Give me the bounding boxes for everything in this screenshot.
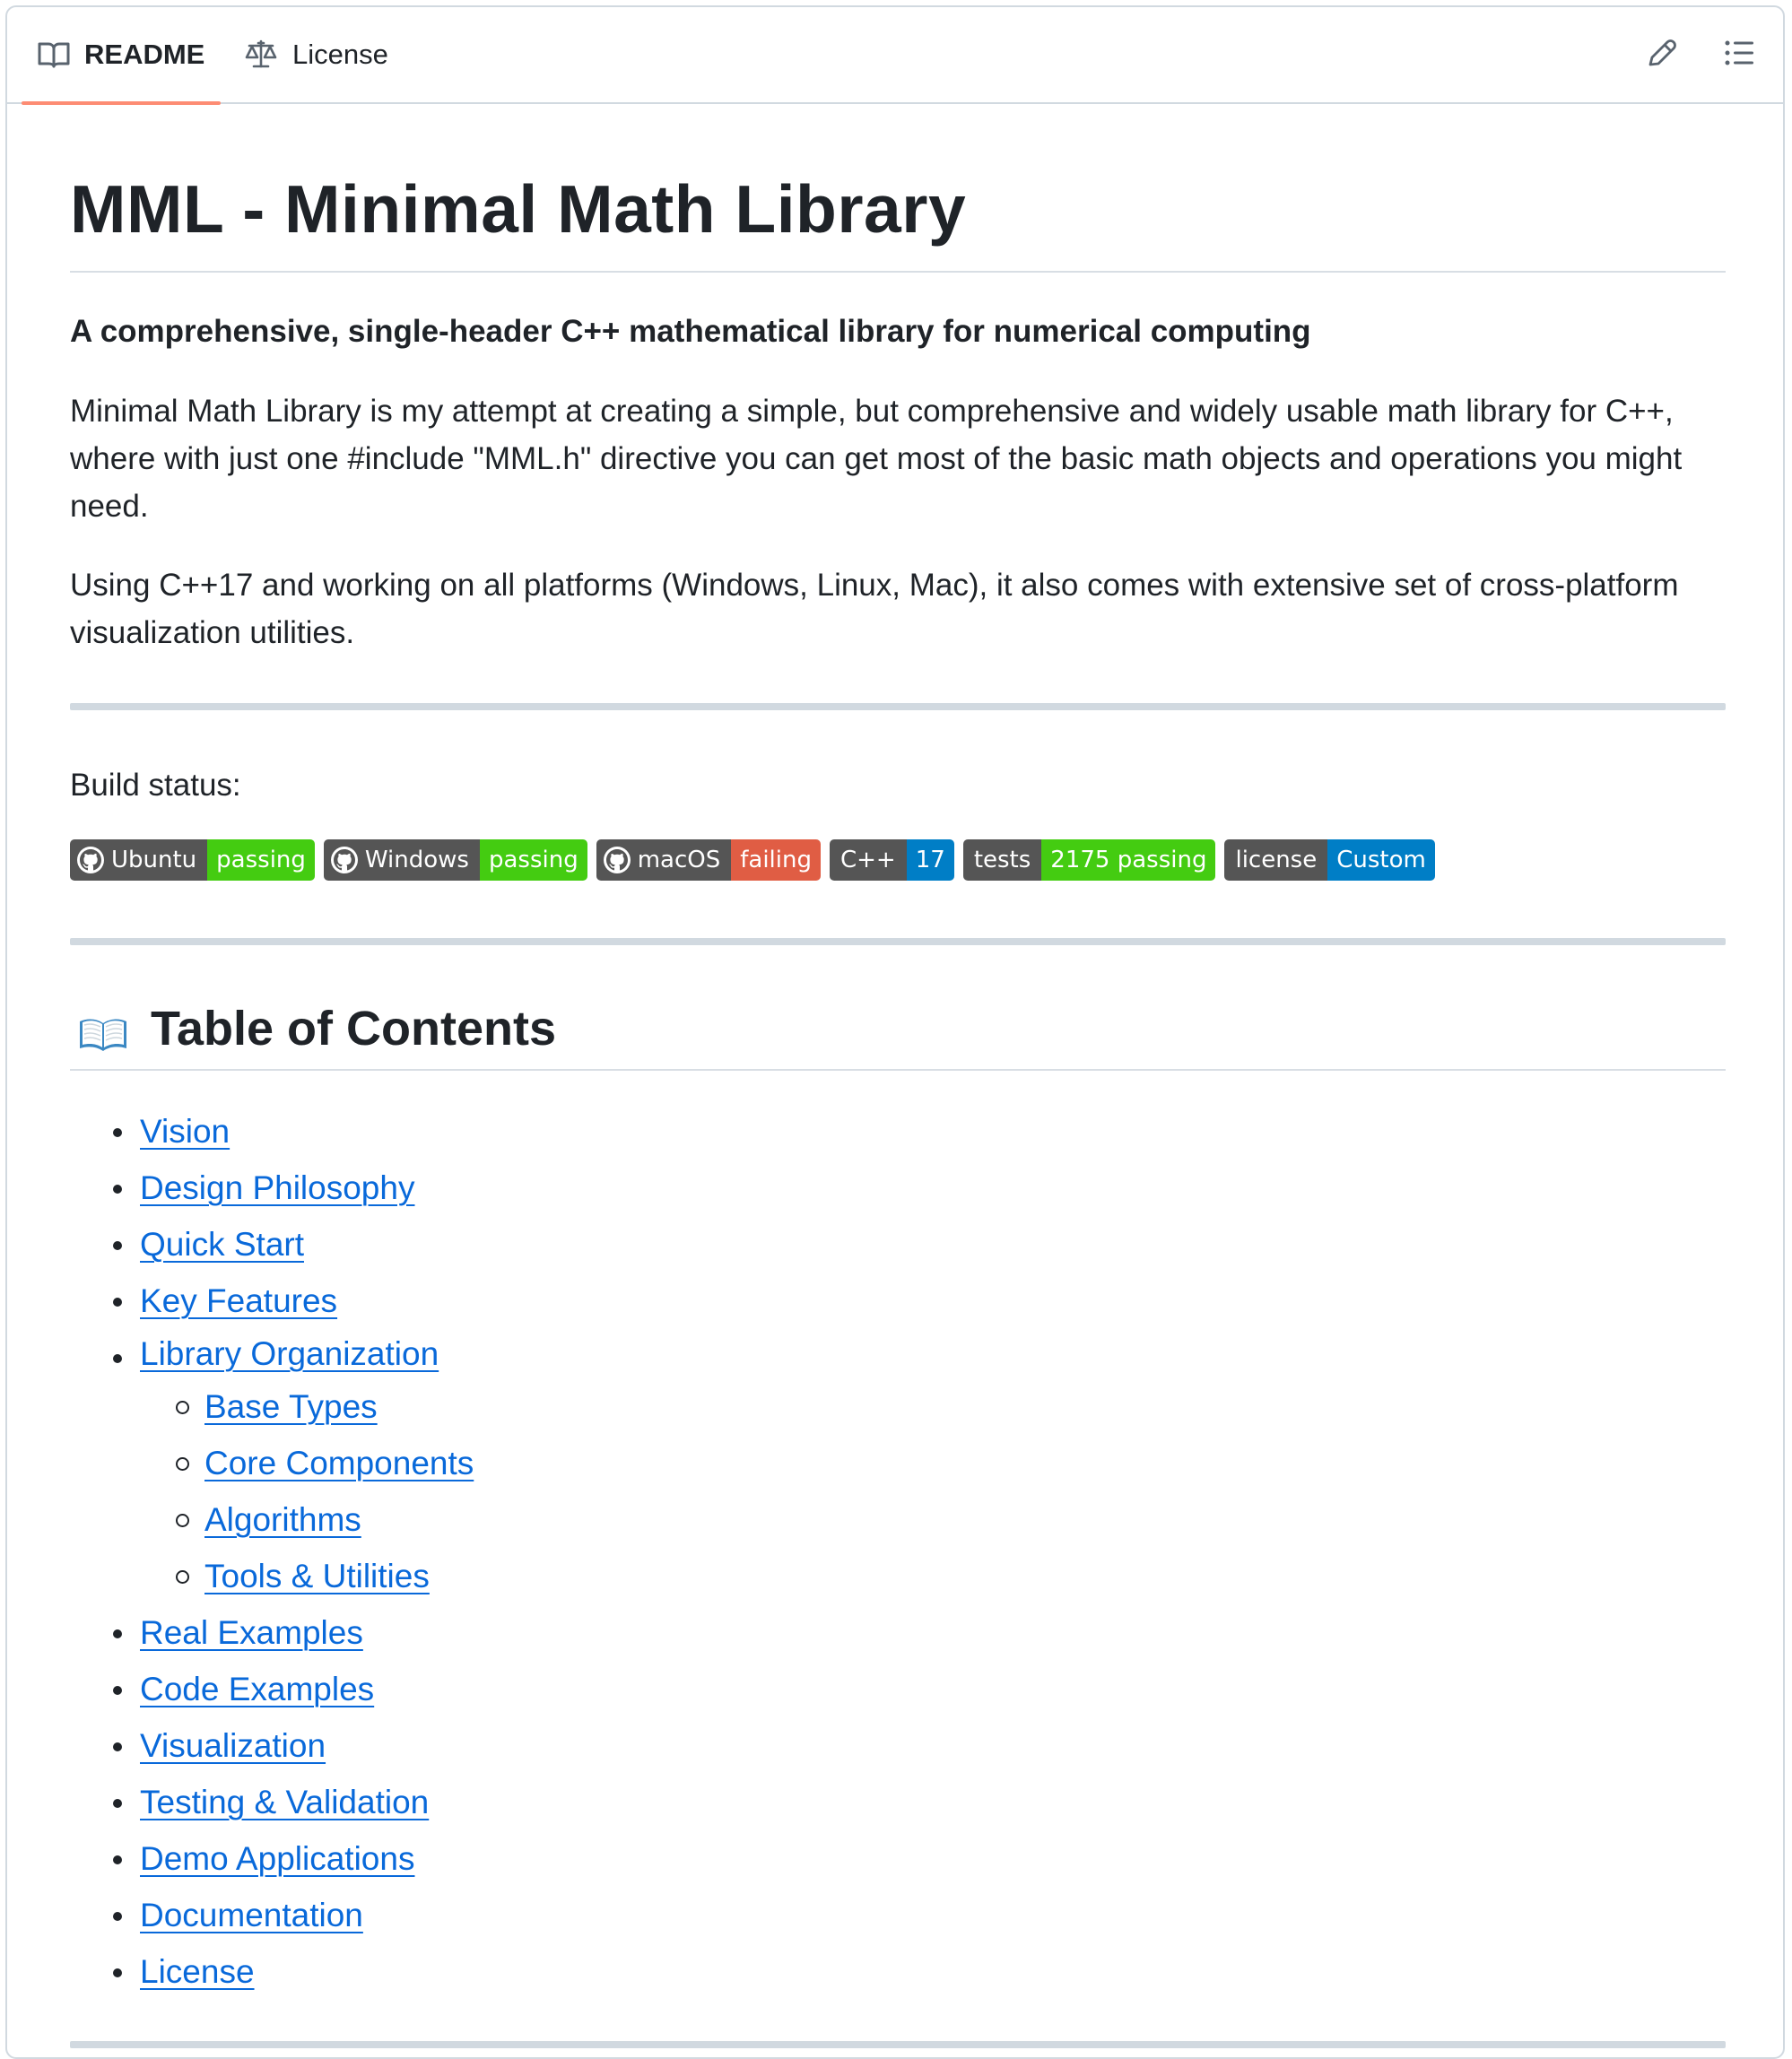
readme-panel: [5, 5, 1785, 2059]
edit-file-button[interactable]: [1641, 34, 1683, 75]
toc-link-testing-validation[interactable]: Testing & Validation: [140, 1784, 430, 1820]
badge-label: Windows: [364, 847, 469, 873]
badge-value: Custom: [1327, 839, 1435, 881]
toc-link-real-examples[interactable]: Real Examples: [140, 1614, 363, 1651]
section-divider: [70, 938, 1726, 945]
toc-link-library-organization[interactable]: Library Organization: [140, 1335, 439, 1372]
build-status-label: Build status:: [70, 768, 241, 803]
github-icon: [604, 847, 631, 873]
toc-link-key-features[interactable]: Key Features: [140, 1282, 338, 1319]
list-item: [70, 1717, 474, 1774]
list-item: [70, 1103, 474, 1160]
list-item: [70, 1548, 474, 1604]
list-item: [70, 1329, 474, 1378]
badge-cpp[interactable]: [830, 839, 954, 881]
pencil-icon: [1647, 38, 1677, 73]
toc-link-design-philosophy[interactable]: Design Philosophy: [140, 1169, 415, 1206]
open-book-icon: [77, 1010, 129, 1047]
tab-license[interactable]: [244, 7, 388, 102]
list-item: [70, 1943, 474, 2000]
list-unordered-icon: [1724, 39, 1754, 71]
toc-link-license[interactable]: License: [140, 1953, 255, 1990]
title-divider: [70, 271, 1726, 273]
badge-value: passing: [480, 839, 587, 881]
active-tab-indicator: [22, 101, 221, 105]
tab-readme-label: README: [84, 39, 205, 70]
badge-label: tests: [963, 839, 1041, 881]
intro-paragraph-1: Minimal Math Library is my attempt at creating a simple, but comprehensive and widely usable math library for C++, where with just one #include "MML.h" directive you can get most of the basic math objects and operations you might need.: [70, 394, 1683, 524]
intro-paragraph-2: Using C++17 and working on all platforms (Windows, Linux, Mac), it also comes with extensive set of cross-platform visualization utilities.: [70, 568, 1679, 650]
list-item: [70, 1216, 474, 1273]
toc-link-demo-applications[interactable]: Demo Applications: [140, 1840, 415, 1877]
outline-button[interactable]: [1718, 34, 1760, 75]
toc-link-visualization[interactable]: Visualization: [140, 1727, 326, 1764]
list-item: [70, 1887, 474, 1943]
toc-link-core-components[interactable]: Core Components: [204, 1445, 474, 1481]
tab-license-label: License: [292, 39, 388, 70]
list-item: [70, 1661, 474, 1717]
badge-value: passing: [207, 839, 315, 881]
badge-macos[interactable]: [596, 839, 821, 881]
list-item: [70, 1378, 474, 1435]
law-icon: [244, 39, 278, 70]
badge-license[interactable]: [1224, 839, 1434, 881]
badge-left: [596, 839, 732, 881]
toc-link-documentation[interactable]: Documentation: [140, 1897, 363, 1933]
list-item: [70, 1604, 474, 1661]
list-item: [70, 1774, 474, 1830]
section-divider: [70, 703, 1726, 710]
badge-ubuntu[interactable]: [70, 839, 315, 881]
list-item: [70, 1435, 474, 1491]
badge-value: 2175 passing: [1041, 839, 1215, 881]
toc-link-base-types[interactable]: Base Types: [204, 1388, 378, 1425]
readme-tab-bar: [7, 7, 1783, 104]
list-item: [70, 1830, 474, 1887]
toc-divider: [70, 1069, 1726, 1071]
list-item: [70, 1160, 474, 1216]
badge-left: [324, 839, 480, 881]
book-icon: [38, 40, 70, 69]
badge-label: license: [1224, 839, 1327, 881]
toc-link-algorithms[interactable]: Algorithms: [204, 1501, 361, 1538]
badge-tests[interactable]: [963, 839, 1216, 881]
tagline: A comprehensive, single-header C++ mathematical library for numerical computing: [70, 314, 1311, 349]
list-item: [70, 1273, 474, 1329]
toc-heading-text: Table of Contents: [151, 1002, 556, 1056]
badge-label: macOS: [637, 847, 721, 873]
toc-list: [70, 1103, 474, 2000]
github-icon: [77, 847, 104, 873]
badge-label: Ubuntu: [111, 847, 197, 873]
toc-heading: [70, 1001, 556, 1056]
page-title: MML - Minimal Math Library: [70, 171, 967, 247]
list-item: [70, 1491, 474, 1548]
badge-value: failing: [731, 839, 821, 881]
badge-row: [70, 839, 1435, 881]
toc-link-tools-utilities[interactable]: Tools & Utilities: [204, 1558, 430, 1594]
badge-windows[interactable]: [324, 839, 587, 881]
tab-readme[interactable]: [38, 7, 204, 102]
toc-link-code-examples[interactable]: Code Examples: [140, 1671, 375, 1707]
badge-left: [70, 839, 207, 881]
toc-link-vision[interactable]: Vision: [140, 1113, 231, 1150]
section-divider: [70, 2041, 1726, 2048]
toc-link-quick-start[interactable]: Quick Start: [140, 1226, 304, 1263]
github-icon: [331, 847, 358, 873]
badge-value: 17: [907, 839, 954, 881]
badge-label: C++: [830, 839, 907, 881]
